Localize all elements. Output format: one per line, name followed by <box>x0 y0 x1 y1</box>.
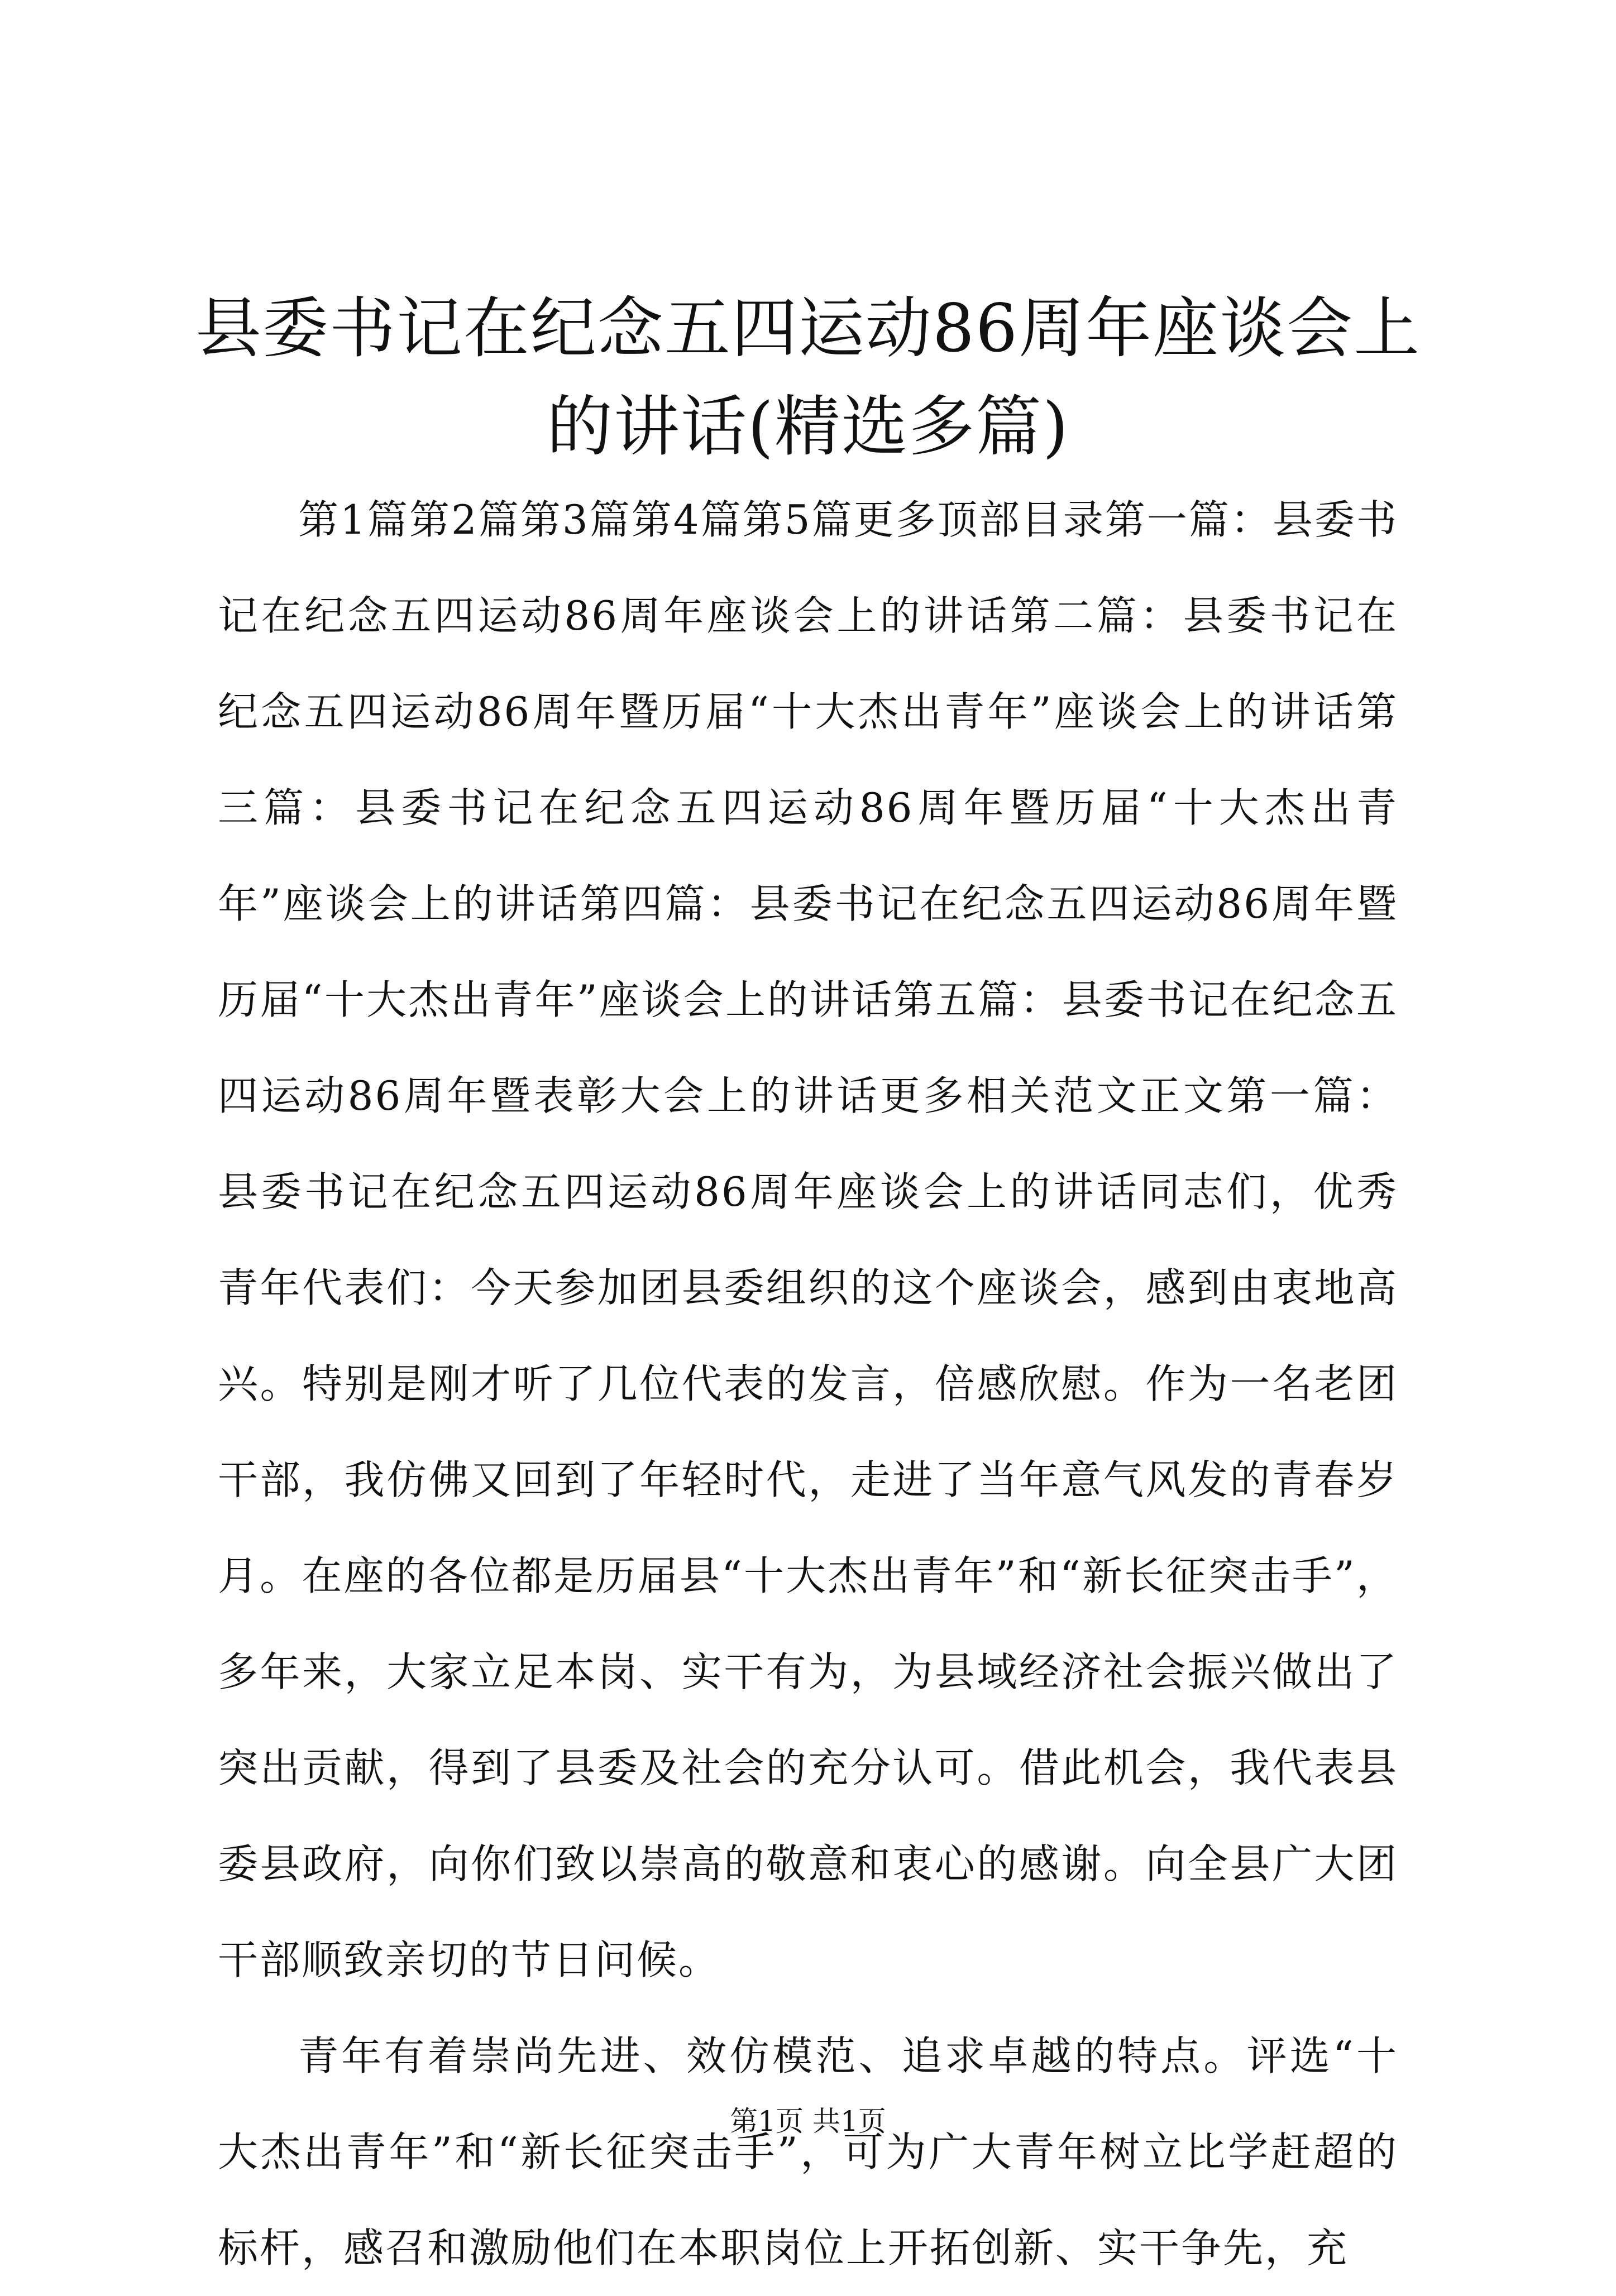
body-paragraph-2: 青年有着崇尚先进、效仿模范、追求卓越的特点。评选“十大杰出青年”和“新长征突击手”，可为广大青年树立比学赶超的标杆，感召和激励他们在本职岗位上开拓创新、实干争先，充 <box>218 2033 1398 2271</box>
page-footer: 第1页 共1页 <box>730 2105 886 2137</box>
body-paragraph-1: 第1篇第2篇第3篇第4篇第5篇更多顶部目录第一篇：县委书记在纪念五四运动86周年座谈会上的讲话第二篇：县委书记在纪念五四运动86周年暨历届“十大杰出青年”座谈会上的讲话第三篇：县委书记在纪念五四运动86周年暨历届“十大杰出青年”座谈会上的讲话第四篇：县委书记在纪念五四运动86周年暨历届“十大杰出青年”座谈会上的讲话第五篇：县委书记在纪念五四运动86周年暨表彰大会上的讲话更多相关范文正文第一篇：县委书记在纪念五四运动86周年座谈会上的讲话同志们，优秀青年代表们：今天参加团县委组织的这个座谈会，感到由衷地高兴。特别是刚才听了几位代表的发言，倍感欣慰。作为一名老团干部，我仿佛又回到了年轻时代，走进了当年意气风发的青春岁月。在座的各位都是历届县“十大杰出青年”和“新长征突击手”，多年来，大家立足本岗、实干有为，为县域经济社会振兴做出了突出贡献，得到了县委及社会的充分认可。借此机会，我代表县委县政府，向你们致以崇高的敬意和衷心的感谢。向全县广大团干部顺致亲切的节日问候。 <box>218 496 1398 1983</box>
document-title: 县委书记在纪念五四运动86周年座谈会上的讲话(精选多篇) <box>195 290 1421 465</box>
